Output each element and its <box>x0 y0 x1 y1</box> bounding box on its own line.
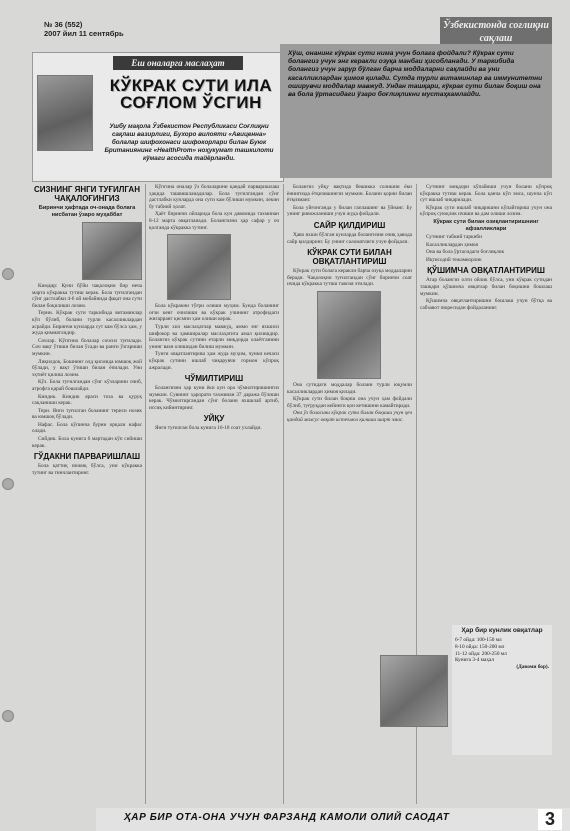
list-item: Иқтисодий тежамкорлик <box>426 256 482 263</box>
paragraph: Болангиз уйқу вақтида бешикка солишни ёки ёнингизда ётқизишингиз мумкин. Болани қорни билан ётқизманг. <box>287 184 412 204</box>
paragraph: Кўкрак сути ишлаб чиқаришни кўпайтириш учун она кўпроқ суюқлик ичиши ва дам олиши лозим. <box>420 204 552 218</box>
paragraph: Кўпгина оналар ўз болаларини қандай парваришлаш ҳақида ташвишланадилар. Бола туғилгандан сўнг дастлабки кунларда она сути кам бўлиши мумкин, лекин бу табиий ҳолат. <box>149 184 279 210</box>
paragraph: Киндик. Киндик яраси тоза ва қуруқ сақланиши керак. <box>32 393 142 407</box>
paragraph: Кимдир: Куни бўйи чақалоқни бир неча марта кўкракка тутиш керак. Бола туғилгандан сўнг дастлабки 4-6 ой мобайнида фақат она сути билан боқилиши лозим. <box>32 283 142 309</box>
section-heading: КЎКРАК СУТИ БИЛАН ОВҚАТЛАНТИРИШ <box>307 248 392 267</box>
lead-title: КЎКРАК СУТИ ИЛА СОҒЛОМ ЎСГИН <box>109 76 273 112</box>
issue-info <box>44 20 124 38</box>
section-heading: УЙҚУ <box>203 414 225 424</box>
section-heading: ҚЎШИМЧА ОВҚАТЛАНТИРИШ <box>427 266 545 276</box>
paragraph: Агар болангиз олти ойлик бўлса, уни кўкрак сутидан ташқари қўшимча овқатлар билан боқишни бошлаш мумкин. <box>420 277 552 297</box>
paragraph: Кўкрак сути болага керакли барча озуқа моддаларни беради. Чақалоқни туғилгандан сўнг биринчи соат ичида кўкракка тутиш тавсия этилади. <box>287 268 412 288</box>
toddler-photo <box>317 291 381 379</box>
column-2 <box>149 184 279 804</box>
footer-slogan: ҲАР БИР ОТА-ОНА УЧУН ФАРЗАНД КАМОЛИ ОЛИЙ САОДАТ <box>124 812 450 823</box>
paragraph: Терни. Кўкрак сути таркибида витаминлар кўп бўлиб, болани турли касалликлардан асрайди. Биринчи кунларда сут кам бўлса ҳам, у жуда қимматлидир. <box>32 310 142 337</box>
intro-banner <box>280 44 552 178</box>
photo-wrap <box>149 234 279 300</box>
baby-photo <box>82 222 142 280</box>
page-number: 3 <box>538 809 562 830</box>
brand-logo: Ўзбекистонда соғлиқни сақлаш <box>440 17 552 47</box>
photo-wrap <box>32 222 142 280</box>
list-item: Она ва бола ўртасидаги боғлиқлик <box>426 249 505 256</box>
section-heading: САЙР ҚИЛДИРИШ <box>313 220 386 230</box>
infobox-line: 6-7 ойда: 100-150 мл <box>455 637 502 643</box>
section-subheading: Кўкрак сути билан озиқлантиришнинг афзалликлари <box>433 218 539 232</box>
issue-date: 2007 йил 11 сентябрь <box>44 29 124 38</box>
paragraph: Кўз. Бола туғилгандан сўнг кўзларини очиб, атрофга қарай бошлайди. <box>32 379 142 392</box>
paragraph: Ҳаёт биринчи ойларида бола кун давомида тахминан 8-12 марта овқатланади. Болангизни ҳар сафар у оч қолганда кўкракка тутинг. <box>149 211 279 231</box>
paragraph: Она сутидаги моддалар болани турли юқумли касалликлардан ҳимоя қилади. <box>287 381 412 395</box>
infant-photo <box>167 234 231 300</box>
paragraph: Бола қаттиқ инжиқ бўлса, уни кўкракка тутинг ва тинчлантиринг. <box>32 463 142 476</box>
column-rule <box>145 184 146 804</box>
infobox-line: 11-12 ойда: 200-250 мл <box>455 650 507 657</box>
infobox-title: Ҳар бир кунлик овқатлар <box>461 627 543 634</box>
binder-hole <box>2 710 14 722</box>
section-heading: ГЎДАКНИ ПАРВАРИШЛАШ <box>33 452 141 462</box>
infobox-line: Кунига 3-4 маҳал <box>455 657 495 664</box>
paragraph: Нафас. Бола кўпинча бурни орқали нафас олади. <box>32 421 142 435</box>
paragraph: Ҳаво яхши бўлган кунларда болангизни очиқ ҳавода сайр қилдиринг. Бу унинг саломатлиги учун фойдали. <box>287 231 412 245</box>
paragraph: Бола кўкракни тўғри олиши муҳим. Бунда боланинг оғзи кенг очилиши ва кўкрак учининг атрофидаги жигарранг қисмни ҳам олиши керак. <box>149 303 279 323</box>
paragraph: Сочлар. Кўпгина болалар сочсиз туғилади. Соч вақт ўтиши билан ўсади ва ранги ўзгариши мумкин. <box>32 337 142 357</box>
binder-hole <box>2 268 14 280</box>
column-4 <box>420 184 552 624</box>
section-heading: ЧЎМИЛТИРИШ <box>184 374 244 384</box>
pull-quote: Она ўз боласини кўкрак сути билан боқиши учун ҳеч қандай махсус овқат истеъмол қилиши шарт эмас. <box>287 410 412 423</box>
feeding-infobox <box>452 625 552 755</box>
paragraph: Сийдик. Бола кунига 6 мартадан кўп сийиши керак. <box>32 436 142 449</box>
column-rule <box>283 184 284 804</box>
paragraph: Тери. Янги туғилган боланинг териси нозик ва юмшоқ бўлади. <box>32 407 142 421</box>
paragraph: Турли хил маслаҳатлар мавжуд, аммо энг яхшиси шифокор ва ҳамширалар маслаҳатига амал қилишдир. Болангиз кўкрак сутини етарли миқдорда олаётганини унинг вазн олишидан билиш мумкин. <box>149 323 279 350</box>
paragraph: Янги туғилган бола кунига 16-18 соат ухлайди. <box>155 425 262 432</box>
binder-hole <box>2 478 14 490</box>
paragraph: Тунги овқатлантириш ҳам жуда муҳим, чунки кечаси кўкрак сутини ишлаб чиқарувчи гормон кўпроқ ажралади. <box>149 351 279 371</box>
mother-child-photo <box>37 75 93 151</box>
list-item: Касалликлардан ҳимоя <box>426 241 478 248</box>
footer-band <box>96 808 570 831</box>
issue-number: № 36 (552) <box>44 20 83 29</box>
lead-kicker: Еш оналарга маслаҳат <box>113 56 243 70</box>
photo-wrap <box>287 291 412 379</box>
infobox-line: 8-10 ойда: 150-200 мл <box>455 643 505 650</box>
paragraph: Лиқилдоқ. Бошнинг олд қисмида юмшоқ жой бўлади, у вақт ўтиши билан ёпилади. Уни эҳтиёт қилиш лозим. <box>32 358 142 378</box>
paragraph: Бола уйғонганда у билан гаплашинг ва ўйнанг. Бу унинг ривожланиши учун жуда фойдали. <box>287 204 412 218</box>
section-subheading: Биринчи ҳафтада оч-онада болага нисбатан ўзаро муҳаббат <box>38 205 136 218</box>
food-photo <box>380 655 448 727</box>
banner-text: Хўш, онанинг кўкрак сути нима учун болага фойдали? Кўкрак сути болангиз учун энг керакли озуқа манбаи ҳисобланади. У таркибида болангиз учун зарур бўлган барча моддаларни сақлайди ва уни касалликлардан ҳимоя қилади. Сутда турли витаминлар ва иммунитетни оширувчи моддалар мавжуд. Ундан ташқари, кўкрак сути билан боқиш она ва бола ўртасидаги ўзаро боғлиқликни мустаҳкамлайди. <box>288 50 543 99</box>
column-1 <box>32 182 142 804</box>
continued-note: (Давоми бор). <box>516 664 549 671</box>
paragraph: Қўшимча овқатлантиришни бошлаш учун бўтқа ва сабзавот пюресидан фойдаланинг. <box>420 298 552 311</box>
paragraph: Кўкрак сути билан боқиш она учун ҳам фойдали бўлиб, туғруқдан кейинги қон кетишини камайтиради. <box>287 396 412 409</box>
list-item: Сутнинг табиий таркиби <box>426 233 482 240</box>
lead-article-header <box>32 52 284 182</box>
paragraph: Болангизни ҳар куни ёки кун ора чўмилтиришингиз мумкин. Сувнинг ҳарорати тахминан 37 даража бўлиши керак. Чўмилтиргандан сўнг болани яхшилаб артиб, иссиқ кийинтиринг. <box>149 385 279 411</box>
section-heading: СИЗНИНГ ЯНГИ ТУҒИЛГАН ЧАҚАЛОҒИНГИЗ <box>34 185 140 203</box>
paragraph: Сутнинг миқдори кўпайиши учун болани кўпроқ кўкракка тутиш керак. Бола қанча кўп эмса, шунча кўп сут ишлаб чиқарилади. <box>420 184 552 204</box>
lead-intro: Ушбу мақола Ўзбекистон Республикаси Соғлиқни сақлаш вазирлиги, Бухоро вилояти «Авиценна» болалар шифохонаси шифокорлари билан Буюк Британиянинг «HealthProm» ноҳукумат ташкилоти кўмаги асосида тайёрланди. <box>104 123 274 162</box>
